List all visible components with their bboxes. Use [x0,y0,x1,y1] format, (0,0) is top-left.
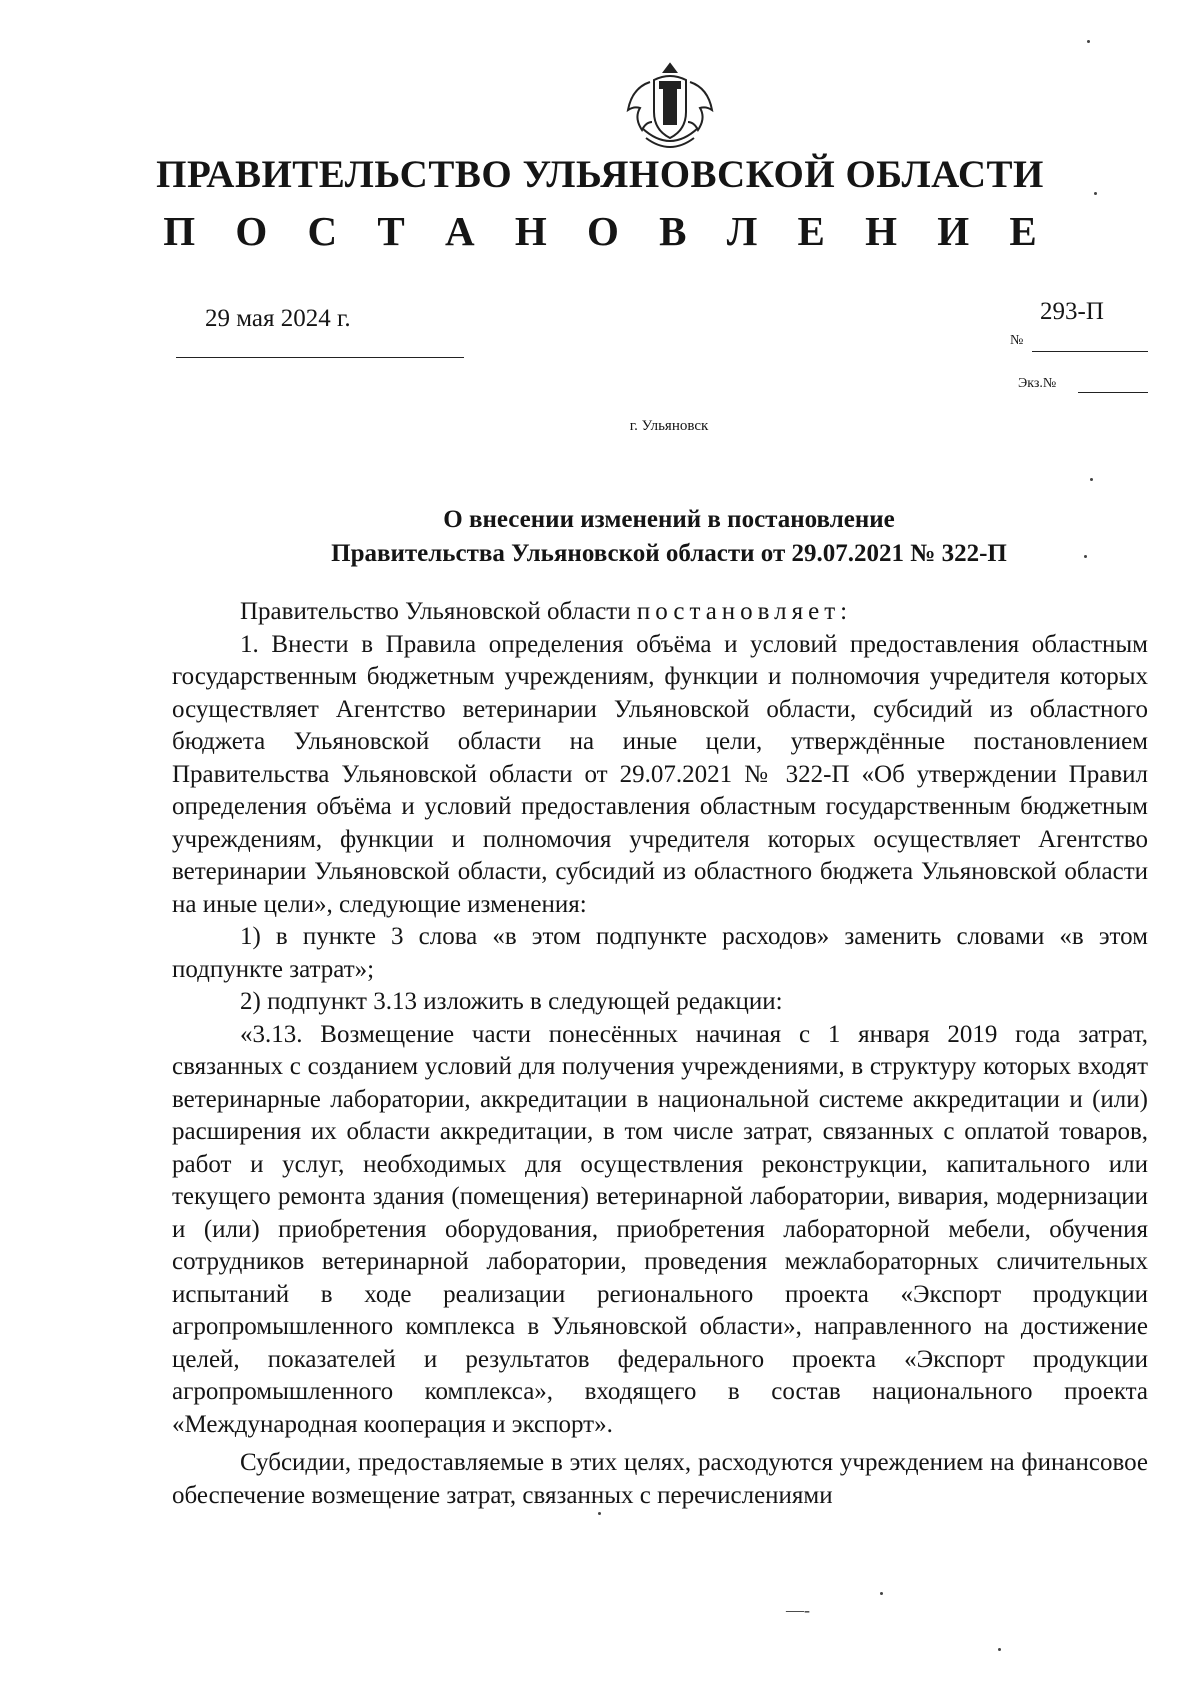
government-title: ПРАВИТЕЛЬСТВО УЛЬЯНОВСКОЙ ОБЛАСТИ [156,153,1044,196]
document-body [172,596,1148,1512]
intro-spaced-word: постановляет [636,598,841,625]
paragraph: «3.13. Возмещение части понесённых начиная с 1 января 2019 года затрат, связанных с созданием условий для получения учреждениями, в структуру которых входят ветеринарные лаборатории, аккредитации в национальной системе аккредитации и (или) расширения их области аккредитации, в том числе затрат, связанных с оплатой товаров, работ и услуг, необходимых для осуществления реконструкции, капитального или текущего ремонта здания (помещения) ветеринарной лаборатории, вивария, модернизации и (или) приобретения оборудования, приобретения лабораторной мебели, обучения сотрудников ветеринарной лаборатории, проведения межлабораторных сличительных испытаний в ходе реализации регионального проекта «Экспорт продукции агропромышленного комплекса в Ульяновской области», направленного на достижение целей, показателей и результатов федерального проекта «Экспорт продукции агропромышленного комплекса», входящего в состав национального проекта «Международная кооперация и экспорт». [172,1020,1148,1438]
city: г. Ульяновск [629,418,709,434]
document-subject [0,503,1200,571]
document-type: П О С Т А Н О В Л Е Н И Е [163,208,1052,254]
scan-speck [1087,40,1090,43]
date-underline [176,357,464,358]
number-label: № [1010,333,1024,348]
paragraph: Субсидии, предоставляемые в этих целях, расходуются учреждением на финансовое обеспечение возмещение затрат, связанных с перечислениями [172,1449,1148,1509]
paragraph: 2) подпункт 3.13 изложить в следующей редакции: [240,988,783,1015]
scan-speck [998,1648,1001,1651]
intro-paragraph [172,596,1148,629]
subject-line: Правительства Ульяновской области от 29.07.2021 № 322-П [331,540,1007,567]
scan-speck [880,1592,883,1595]
scan-speck [598,1512,601,1515]
number-underline [1032,351,1148,352]
intro-suffix: : [840,598,848,625]
coat-of-arms-icon [620,58,720,158]
page-continuation-mark: —- [786,1600,810,1620]
scan-speck [1084,555,1087,558]
scan-speck [1094,192,1097,195]
document-date: 29 мая 2024 г. [205,305,351,332]
paragraph: 1) в пункте 3 слова «в этом подпункте расходов» заменить словами «в этом подпункте затрат»; [172,923,1148,983]
scan-speck [1090,478,1093,481]
document-number: 293-П [1040,298,1104,325]
subject-line: О внесении изменений в постановление [443,506,895,533]
paragraph: 1. Внести в Правила определения объёма и условий предоставления областным государственным бюджетным учреждениям, функции и полномочия учредителя которых осуществляет Агентство ветеринарии Ульяновской области, субсидий из областного бюджета Ульяновской области на иные цели, утверждённые постановлением Правительства Ульяновской области от 29.07.2021 № 322-П «Об утверждении Правил определения объёма и условий предоставления областным государственным бюджетным учреждениям, функции и полномочия учредителя которых осуществляет Агентство ветеринарии Ульяновской области, субсидий из областного бюджета Ульяновской области на иные цели», следующие изменения: [172,630,1148,918]
copy-number-label: Экз.№ [1018,376,1057,391]
intro-prefix: Правительство Ульяновской области [240,598,637,625]
copy-number-underline [1078,392,1148,393]
